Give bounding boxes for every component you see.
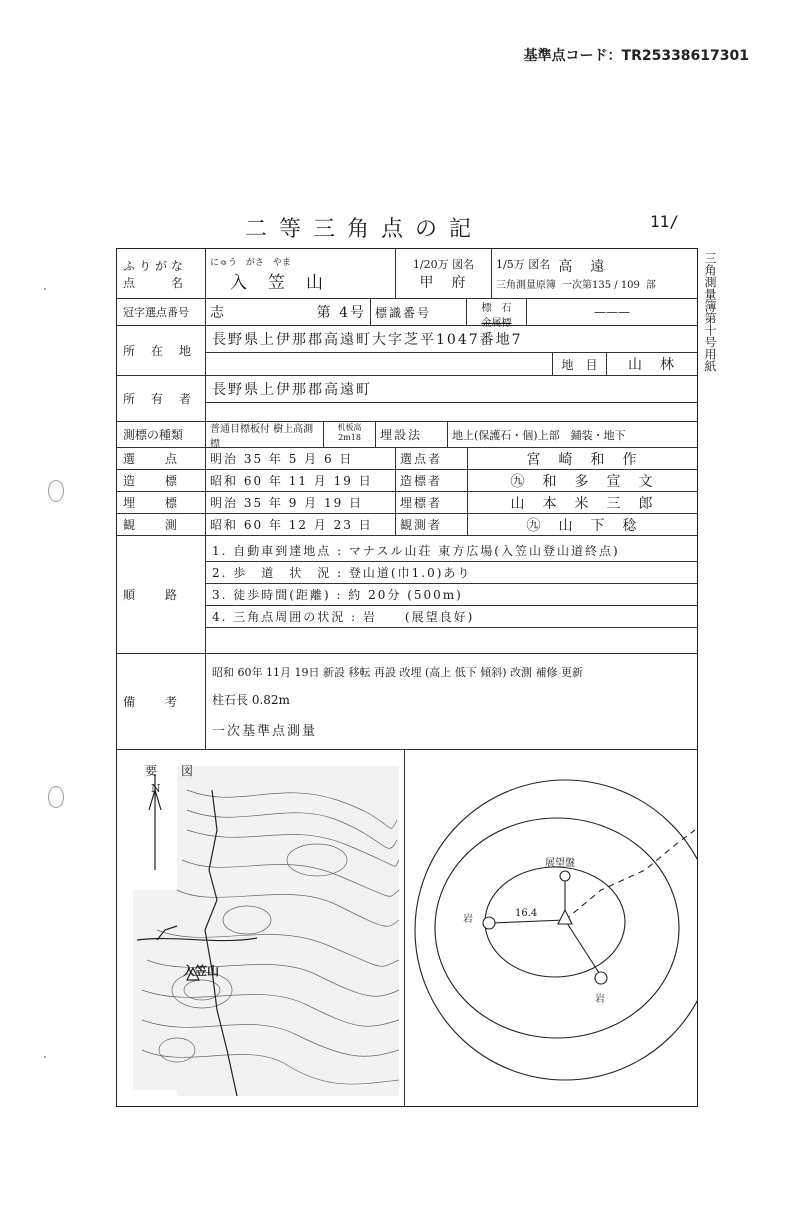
observation-deck-label: 展望盤 xyxy=(545,858,575,869)
date-value: 明治 35 年 5 月 6 日 xyxy=(206,448,396,469)
route-line: 3. 徒歩時間(距離) : 約 20分 (500m) xyxy=(206,584,697,606)
land-category-row xyxy=(206,353,697,375)
table-height-label: 机板高 xyxy=(337,423,362,432)
map200-label: 1/20万 図名 xyxy=(412,257,475,271)
date-value: 昭和 60 年 11 月 19 日 xyxy=(206,470,396,491)
owner-cell xyxy=(206,376,697,421)
mark-number-label: 標識番号 xyxy=(371,299,467,325)
map200-value: 甲 府 xyxy=(419,274,468,291)
punch-hole-icon xyxy=(48,786,64,808)
map50-label: 1/5万 図名 xyxy=(496,258,551,271)
row-mark-type xyxy=(117,422,697,448)
remarks-line-1: 昭和 60年 11月 19日 新設 移転 再設 改埋 (高上 低下 傾斜) 改測 補修 更新 xyxy=(212,665,584,679)
part-label: 部 xyxy=(645,280,656,291)
map50-value: 高 遠 xyxy=(558,259,607,275)
map50-cell xyxy=(492,249,697,298)
mark-type-label: 測標の種類 xyxy=(117,422,206,447)
page-title: 二等三角点の記 xyxy=(245,217,484,242)
side-note: 三角測量簿第十号用紙 xyxy=(703,252,717,372)
route-line: 2. 歩 道 状 況 : 登山道(巾1.0)あり xyxy=(206,562,697,584)
row-date-0 xyxy=(117,448,697,470)
site-sketch-drawing xyxy=(405,750,697,1106)
north-arrow-label: N xyxy=(151,782,161,795)
date-value: 昭和 60 年 12 月 23 日 xyxy=(206,514,396,535)
remarks-line-2: 柱石長 0.82m xyxy=(212,693,290,708)
route-cell xyxy=(206,536,697,653)
row-owner xyxy=(117,376,697,422)
punch-hole-icon xyxy=(48,480,64,502)
rock-label: 岩 xyxy=(595,994,605,1005)
row-date-3 xyxy=(117,514,697,536)
stone-label: 標 石 xyxy=(481,303,512,314)
row-date-1 xyxy=(117,470,697,492)
reference-code: 基準点コード：TR25338617301 xyxy=(523,48,749,64)
point-name-value: 入 笠 山 xyxy=(230,272,325,293)
row-remarks xyxy=(117,654,697,750)
land-category-value: 山 林 xyxy=(628,357,676,373)
role-label: 観測者 xyxy=(396,514,468,535)
remarks-cell xyxy=(206,654,697,749)
owner-value: 長野県上伊那郡高遠町 xyxy=(206,376,697,403)
number-value: 第 4号 xyxy=(316,305,366,321)
map200-cell xyxy=(396,249,492,298)
row-point-name xyxy=(117,249,697,299)
dust-dot xyxy=(44,1056,46,1058)
point-name-cell xyxy=(206,249,396,298)
rock-label: 岩 xyxy=(463,914,473,925)
row-location xyxy=(117,326,697,376)
land-category-label: 地 目 xyxy=(552,353,607,375)
location-label: 所 在 地 xyxy=(117,326,206,375)
date-label: 観 測 xyxy=(117,514,206,535)
furigana-value: にゅう がさ やま xyxy=(210,257,291,268)
label-furigana-name xyxy=(117,249,206,298)
person-value: 宮 崎 和 作 xyxy=(526,451,639,468)
person-value: ㊈ 和 多 宣 文 xyxy=(510,473,655,490)
burial-value: 地上(保護石・個)上部 鋪装・地下 xyxy=(452,428,626,442)
topo-map xyxy=(117,750,405,1106)
location-cell xyxy=(206,326,697,375)
survey-label: 三角測量原簿 xyxy=(496,280,556,291)
row-map xyxy=(117,750,697,1106)
date-label: 選 点 xyxy=(117,448,206,469)
table-height-cell xyxy=(324,422,376,447)
metal-label: 金属標 xyxy=(481,318,512,329)
address-value: 長野県上伊那郡高遠町大字芝平1047番地7 xyxy=(206,326,697,353)
date-label: 造 標 xyxy=(117,470,206,491)
row-kanji-number xyxy=(117,299,697,329)
person-value: ㊈ 山 下 稔 xyxy=(526,517,639,534)
record-table xyxy=(116,248,698,1107)
row-date-2 xyxy=(117,492,697,514)
mark-value: ——— xyxy=(594,305,630,319)
kanji-number-label: 冠字選点番号 xyxy=(117,299,206,325)
topo-map-drawing xyxy=(117,750,405,1106)
route-line: 1. 自動車到達地点 : マナスル山荘 東方広場(入笠山登山道終点) xyxy=(206,540,697,562)
dust-dot xyxy=(44,288,46,290)
row-route xyxy=(117,536,697,654)
date-value: 明治 35 年 9 月 19 日 xyxy=(206,492,396,513)
remarks-line-3: 一次基準点測量 xyxy=(212,724,318,740)
date-label: 埋 標 xyxy=(117,492,206,513)
route-label: 順 路 xyxy=(117,536,206,653)
page-mark: 11/ xyxy=(650,212,679,231)
name-label: 点 名 xyxy=(123,275,188,290)
burial-label: 埋設法 xyxy=(376,422,448,447)
distance-label: 16.4 xyxy=(515,908,538,919)
role-label: 選点者 xyxy=(396,448,468,469)
route-line: 4. 三角点周囲の状況 : 岩 (展望良好) xyxy=(206,606,697,628)
person-value: 山 本 米 三 郎 xyxy=(510,495,655,512)
table-height-value: 2m18 xyxy=(338,433,361,442)
map-label: 要 図 xyxy=(145,764,200,778)
survey-value: 一次第135 / 109 xyxy=(562,280,640,291)
site-sketch xyxy=(405,750,697,1106)
furigana-label: ふりがな xyxy=(123,258,188,273)
owner-label: 所 有 者 xyxy=(117,376,206,421)
kanji-value: 志 xyxy=(210,305,226,321)
mark-type-value: 普通目標板付 樹上高測標 xyxy=(206,422,324,447)
remarks-label: 備 考 xyxy=(117,654,206,749)
stone-metal-cell xyxy=(467,299,527,329)
role-label: 造標者 xyxy=(396,470,468,491)
kanji-number-cell xyxy=(206,299,371,325)
peak-label: 入笠山 xyxy=(183,964,220,978)
role-label: 埋標者 xyxy=(396,492,468,513)
